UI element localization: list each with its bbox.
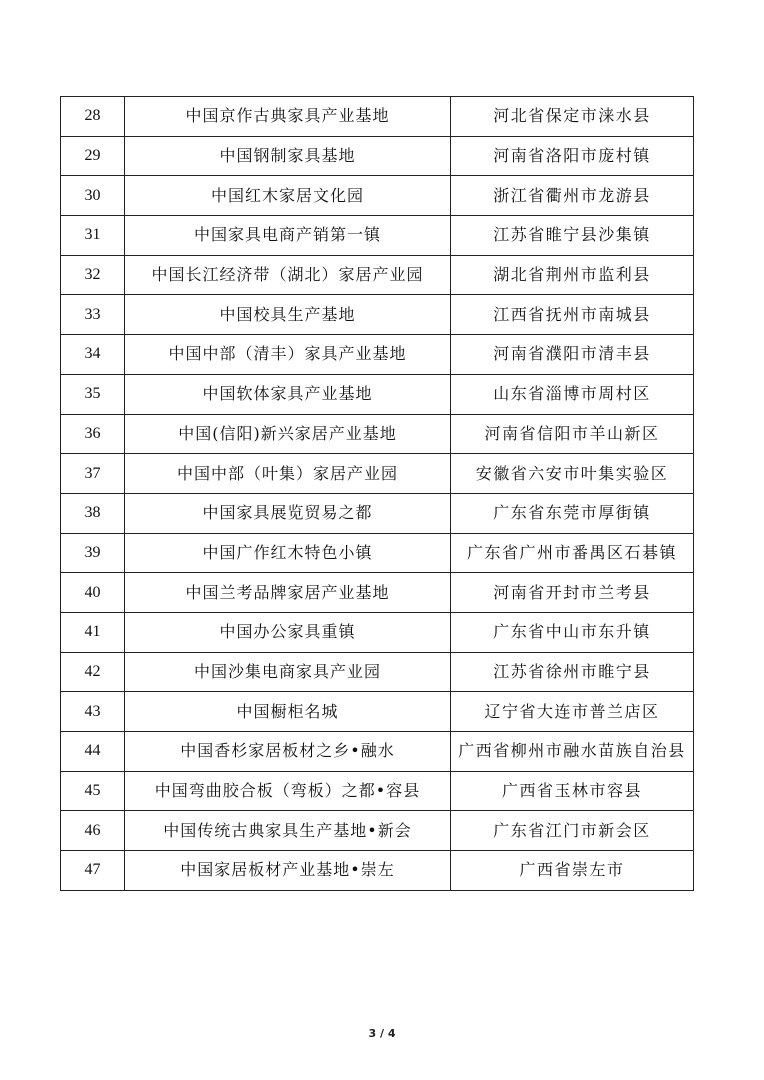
row-number: 46 bbox=[61, 811, 125, 851]
base-location: 广西省玉林市容县 bbox=[451, 771, 694, 811]
row-number: 38 bbox=[61, 493, 125, 533]
base-name: 中国兰考品牌家居产业基地 bbox=[125, 573, 451, 613]
row-number: 31 bbox=[61, 216, 125, 256]
base-location: 河北省保定市涞水县 bbox=[451, 97, 694, 137]
row-number: 33 bbox=[61, 295, 125, 335]
base-name: 中国沙集电商家具产业园 bbox=[125, 652, 451, 692]
base-name: 中国长江经济带（湖北）家居产业园 bbox=[125, 255, 451, 295]
row-number: 41 bbox=[61, 612, 125, 652]
row-number: 42 bbox=[61, 652, 125, 692]
base-location: 广西省柳州市融水苗族自治县 bbox=[451, 732, 694, 772]
row-number: 47 bbox=[61, 851, 125, 891]
table-row bbox=[61, 533, 694, 573]
base-name: 中国软体家具产业基地 bbox=[125, 374, 451, 414]
base-location: 广东省东莞市厚街镇 bbox=[451, 493, 694, 533]
row-number: 43 bbox=[61, 692, 125, 732]
row-number: 45 bbox=[61, 771, 125, 811]
table-row bbox=[61, 612, 694, 652]
base-location: 广东省江门市新会区 bbox=[451, 811, 694, 851]
base-name: 中国钢制家具基地 bbox=[125, 136, 451, 176]
base-location: 山东省淄博市周村区 bbox=[451, 374, 694, 414]
base-location: 河南省濮阳市清丰县 bbox=[451, 335, 694, 375]
base-name: 中国家具展览贸易之都 bbox=[125, 493, 451, 533]
table-row bbox=[61, 136, 694, 176]
base-location: 河南省信阳市羊山新区 bbox=[451, 414, 694, 454]
table-row bbox=[61, 216, 694, 256]
row-number: 39 bbox=[61, 533, 125, 573]
table-row bbox=[61, 335, 694, 375]
base-location: 湖北省荆州市监利县 bbox=[451, 255, 694, 295]
base-name: 中国(信阳)新兴家居产业基地 bbox=[125, 414, 451, 454]
row-number: 29 bbox=[61, 136, 125, 176]
row-number: 35 bbox=[61, 374, 125, 414]
row-number: 37 bbox=[61, 454, 125, 494]
table-row bbox=[61, 732, 694, 772]
table-body bbox=[61, 97, 694, 891]
production-base-table bbox=[60, 96, 694, 891]
base-location: 安徽省六安市叶集实验区 bbox=[451, 454, 694, 494]
base-name: 中国校具生产基地 bbox=[125, 295, 451, 335]
row-number: 28 bbox=[61, 97, 125, 137]
row-number: 36 bbox=[61, 414, 125, 454]
table-row bbox=[61, 573, 694, 613]
table-row bbox=[61, 811, 694, 851]
base-location: 江苏省徐州市睢宁县 bbox=[451, 652, 694, 692]
base-name: 中国家居板材产业基地•崇左 bbox=[125, 851, 451, 891]
base-name: 中国办公家具重镇 bbox=[125, 612, 451, 652]
table-row bbox=[61, 851, 694, 891]
base-name: 中国橱柜名城 bbox=[125, 692, 451, 732]
base-location: 广西省崇左市 bbox=[451, 851, 694, 891]
base-name: 中国红木家居文化园 bbox=[125, 176, 451, 216]
table-row bbox=[61, 771, 694, 811]
base-location: 广东省中山市东升镇 bbox=[451, 612, 694, 652]
table-row bbox=[61, 374, 694, 414]
base-name: 中国广作红木特色小镇 bbox=[125, 533, 451, 573]
base-name: 中国中部（清丰）家具产业基地 bbox=[125, 335, 451, 375]
table-row bbox=[61, 255, 694, 295]
base-location: 浙江省衢州市龙游县 bbox=[451, 176, 694, 216]
row-number: 40 bbox=[61, 573, 125, 613]
page-number: 3 / 4 bbox=[368, 1027, 396, 1040]
base-name: 中国传统古典家具生产基地•新会 bbox=[125, 811, 451, 851]
row-number: 30 bbox=[61, 176, 125, 216]
base-location: 辽宁省大连市普兰店区 bbox=[451, 692, 694, 732]
table-row bbox=[61, 414, 694, 454]
base-name: 中国香杉家居板材之乡•融水 bbox=[125, 732, 451, 772]
table-row bbox=[61, 692, 694, 732]
table-row bbox=[61, 176, 694, 216]
base-location: 广东省广州市番禺区石碁镇 bbox=[451, 533, 694, 573]
row-number: 44 bbox=[61, 732, 125, 772]
base-location: 河南省洛阳市庞村镇 bbox=[451, 136, 694, 176]
base-name: 中国弯曲胶合板（弯板）之都•容县 bbox=[125, 771, 451, 811]
table-row bbox=[61, 493, 694, 533]
row-number: 32 bbox=[61, 255, 125, 295]
table-row bbox=[61, 454, 694, 494]
base-location: 江西省抚州市南城县 bbox=[451, 295, 694, 335]
base-location: 江苏省睢宁县沙集镇 bbox=[451, 216, 694, 256]
table-row bbox=[61, 295, 694, 335]
table-row bbox=[61, 652, 694, 692]
base-name: 中国中部（叶集）家居产业园 bbox=[125, 454, 451, 494]
table-row bbox=[61, 97, 694, 137]
base-name: 中国家具电商产销第一镇 bbox=[125, 216, 451, 256]
base-location: 河南省开封市兰考县 bbox=[451, 573, 694, 613]
base-name: 中国京作古典家具产业基地 bbox=[125, 97, 451, 137]
row-number: 34 bbox=[61, 335, 125, 375]
